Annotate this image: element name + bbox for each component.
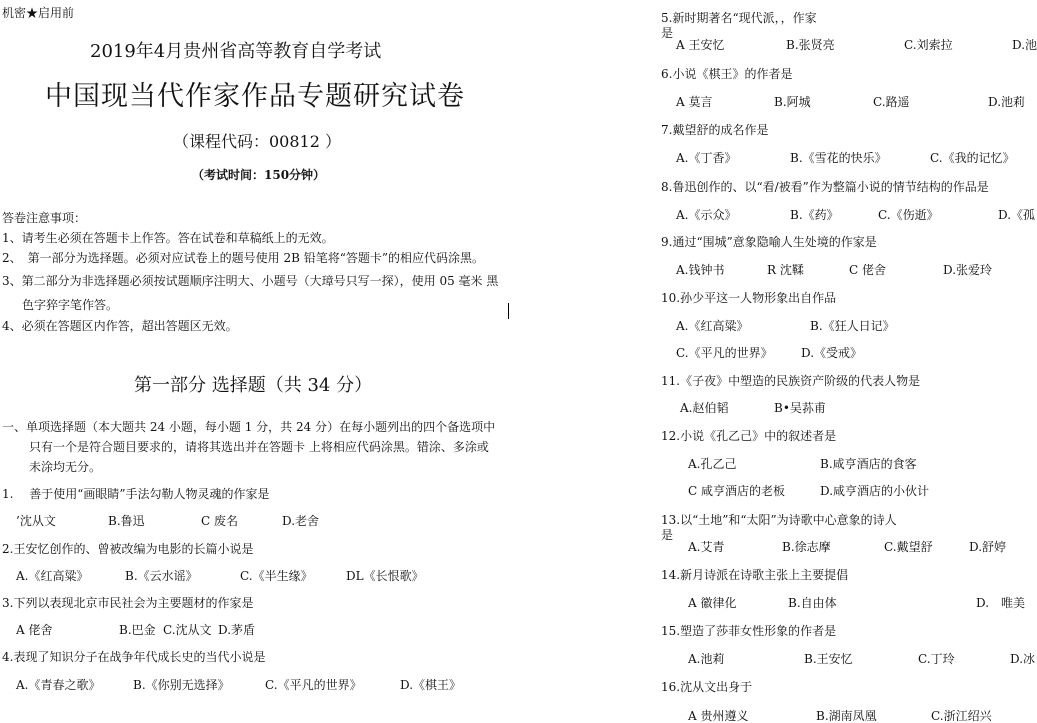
option: A.《丁香》: [676, 151, 737, 165]
option: B.王安忆: [804, 652, 853, 666]
question-5: 5.新时期著名“现代派，，作家: [661, 11, 817, 25]
option: DL《长恨歌》: [346, 569, 424, 583]
option: B.湖南凤凰: [816, 709, 877, 723]
question-12: 12.小说《孔乙己》中的叙述者是: [661, 429, 837, 443]
exam-time: （考试时间：150分钟）: [192, 168, 326, 182]
option: A 佬舍: [16, 623, 53, 637]
question-14: 14.新月诗派在诗歌主张上主要提倡: [661, 568, 849, 582]
question-6: 6.小说《棋王》的作者是: [661, 67, 793, 81]
notice-title: 答卷注意事项：: [2, 211, 87, 225]
option: B.《云水谣》: [125, 569, 198, 583]
paper-title: 中国现当代作家作品专题研究试卷: [45, 81, 465, 112]
question-13: 13.以“土地”和“太阳”为诗歌中心意象的诗人: [661, 513, 897, 527]
part1-instruction: 只有一个是符合题目要求的，请将其选出并在答题卡 上将相应代码涂黑。错涂、多涂或: [29, 440, 489, 454]
part1-instruction: 一、单项选择题（本大题共 24 小题，每小题 1 分，共 24 分）在每小题列出的四个备选项中: [2, 420, 496, 434]
question-9: 9.通过“围城”意象隐喻人生处境的作家是: [661, 235, 877, 249]
option: A.钱钟书: [676, 263, 725, 277]
text-cursor: [508, 303, 509, 319]
option: D.《受戒》: [801, 346, 863, 360]
question-2: 2.王安忆创作的、曾被改编为电影的长篇小说是: [2, 542, 254, 556]
option: ’沈从文: [16, 514, 56, 528]
option: C.《半生缘》: [240, 569, 313, 583]
option: A.孔乙己: [688, 457, 737, 471]
option: C.《我的记忆》: [930, 151, 1015, 165]
question-5-cont: 是: [661, 26, 674, 40]
option: B.《药》: [790, 208, 839, 222]
question-10: 10.孙少平这一人物形象出自作品: [661, 291, 837, 305]
part1-heading: 第一部分 选择题（共 34 分）: [134, 375, 373, 396]
question-15: 15.塑造了莎菲女性形象的作者是: [661, 624, 837, 638]
notice-item: 2、 第一部分为选择题。必须对应试卷上的题号使用 2B 铅笔将“答题卡”的相应代码涂黑。: [2, 251, 484, 265]
question-4: 4.表现了知识分子在战争年代成长史的当代小说是: [2, 650, 266, 664]
option: C 废名: [201, 514, 238, 528]
option: A.《青春之歌》: [16, 678, 101, 692]
option: A 徽律化: [688, 596, 737, 610]
part1-instruction: 未涂均无分。: [29, 460, 102, 474]
exam-title: 2019年4月贵州省高等教育自学考试: [90, 41, 382, 62]
option: A 王安忆: [676, 38, 725, 52]
option: B.咸亨酒店的食客: [820, 457, 917, 471]
question-8: 8.鲁迅创作的、以“看/被看”作为整篇小说的情节结构的作品是: [661, 180, 989, 194]
option: D.池: [1012, 38, 1037, 52]
question-11: 11.《子夜》中塑造的民族资产阶级的代表人物是: [661, 374, 921, 388]
option: D.冰: [1010, 652, 1036, 666]
option: C.《平凡的世界》: [265, 678, 362, 692]
notice-item: 1、请考生必须在答题卡上作答。答在试卷和草稿纸上的无效。: [2, 231, 334, 245]
question-13-cont: 是: [661, 528, 674, 542]
option: B.《你别无选择》: [133, 678, 230, 692]
option: A.艾青: [688, 540, 725, 554]
option: B.自由体: [788, 596, 837, 610]
notice-item: 4、必须在答题区内作答，超出答题区无效。: [2, 319, 238, 333]
option: C 咸亨酒店的老板: [688, 484, 785, 498]
option: A.池莉: [688, 652, 725, 666]
option: D.舒婷: [969, 540, 1007, 554]
notice-item: 3、第二部分为非选择题必须按试题顺序注明大、小题号（大璋号只写一探），使用 05 毫米 黑: [2, 274, 499, 288]
option: C.丁玲: [918, 652, 955, 666]
question-1: 1. 善于使用“画眼睛”手法勾勒人物灵魂的作家是: [2, 487, 270, 501]
option: C 佬舍: [849, 263, 886, 277]
question-16: 16.沈从文出身于: [661, 680, 753, 694]
option: B.鲁迅: [108, 514, 145, 528]
option: C.《伤逝》: [878, 208, 939, 222]
option: B.阿城: [774, 95, 811, 109]
option: D. 唯美: [976, 596, 1026, 610]
option: D.《孤: [998, 208, 1036, 222]
option: B.《雪花的快乐》: [790, 151, 887, 165]
option: C.《平凡的世界》: [676, 346, 773, 360]
notice-item: 色字猝字笔作答。: [22, 298, 119, 312]
option: D.咸亨酒店的小伙计: [820, 484, 930, 498]
option: C.路遥: [873, 95, 910, 109]
option: D.池莉: [988, 95, 1026, 109]
option: A.《红高粱》: [676, 319, 749, 333]
option: B.《狂人日记》: [810, 319, 895, 333]
option: C.戴望舒: [884, 540, 933, 554]
confidential-mark: 机密★启用前: [2, 6, 75, 20]
option: C.沈从文: [163, 623, 212, 637]
option: C.浙江绍兴: [931, 709, 992, 723]
option: D.《棋王》: [400, 678, 462, 692]
option: D.老舍: [282, 514, 320, 528]
option: B•吴荪甫: [774, 401, 826, 415]
option: B.徐志摩: [782, 540, 831, 554]
option: D.茅盾: [218, 623, 256, 637]
option: B.张贤亮: [786, 38, 835, 52]
option: D.张爱玲: [943, 263, 993, 277]
option: C.刘索拉: [904, 38, 953, 52]
option: A.赵伯韬: [680, 401, 729, 415]
course-code: （课程代码：00812 ）: [173, 132, 341, 151]
question-3: 3.下列以表现北京市民社会为主要题材的作家是: [2, 596, 254, 610]
option: A 贵州遵义: [688, 709, 749, 723]
question-7: 7.戴望舒的成名作是: [661, 123, 769, 137]
option: A.《示众》: [676, 208, 737, 222]
option: A.《红高粱》: [16, 569, 89, 583]
option: A 莫言: [676, 95, 713, 109]
option: B.巴金: [119, 623, 156, 637]
option: R 沈鞣: [767, 263, 804, 277]
